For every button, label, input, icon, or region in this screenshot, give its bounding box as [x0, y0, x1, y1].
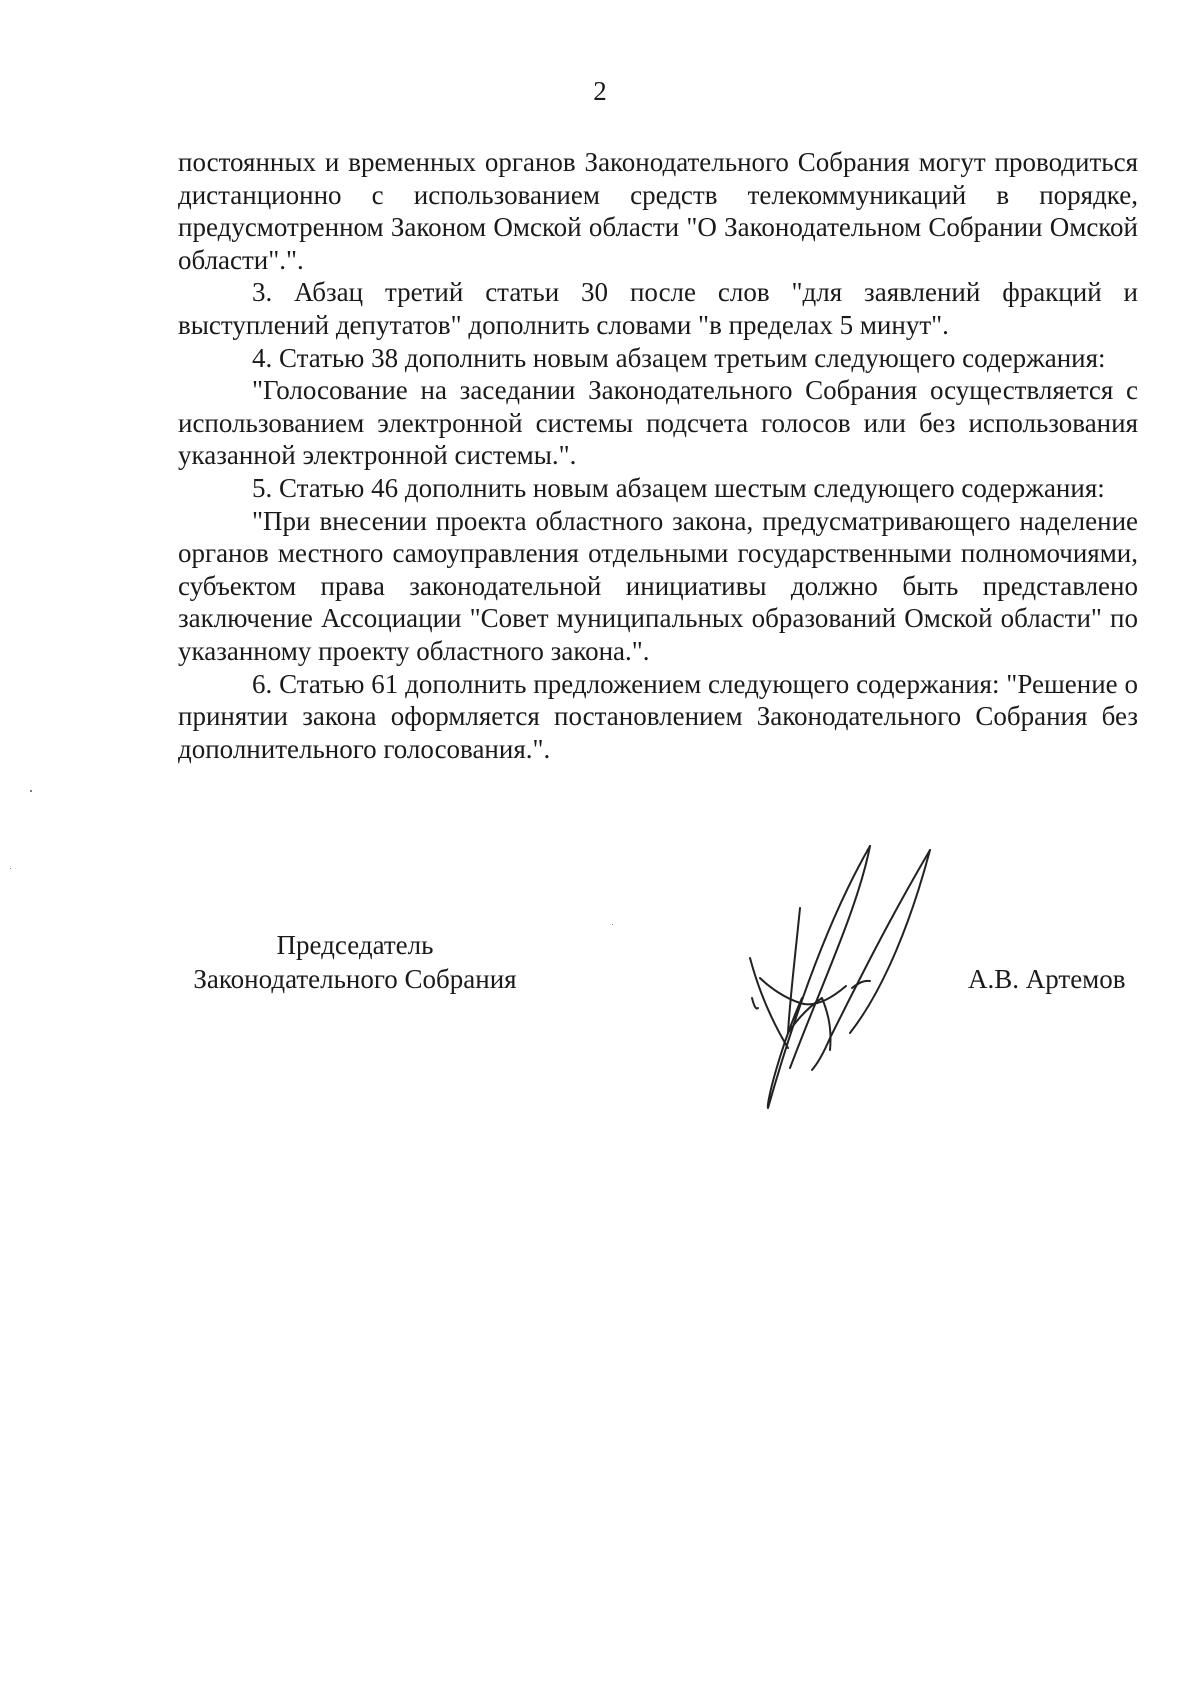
document-body	[178, 146, 1138, 765]
paragraph-quote-4: "Голосование на заседании Законодательного Собрания осуществляется с использованием электронной системы подсчета голосов или без использования указанной электронной системы.".	[178, 375, 1138, 471]
paragraph-continuation: постоянных и временных органов Законодательного Собрания могут проводиться дистанционно с использованием средств телекоммуникаций в порядке, предусмотренном Законом Омской области "О Законодательном Собрании Омской области".".	[178, 147, 1138, 275]
signatory-title-line2: Законодательного Собрания	[193, 964, 517, 994]
signatory-name: А.В. Артемов	[968, 964, 1126, 994]
signatory-title-line1: Председатель	[276, 930, 434, 960]
page-number: 2	[593, 76, 607, 106]
paragraph-item-4: 4. Статью 38 дополнить новым абзацем третьим следующего содержания:	[252, 342, 1106, 373]
handwritten-signature	[740, 838, 970, 1118]
paragraph-item-5: 5. Статью 46 дополнить новым абзацем шестым следующего содержания:	[252, 472, 1105, 503]
paragraph-item-6: 6. Статью 61 дополнить предложением следующего содержания: "Решение о принятии закона оформляется постановлением Законодательного Собрания без дополнительного голосования.".	[178, 668, 1138, 764]
signature-block	[0, 928, 1200, 1128]
signatory-title	[175, 928, 535, 996]
scan-speck	[612, 924, 613, 925]
paragraph-quote-5: "При внесении проекта областного закона, предусматривающего наделение органов местного самоуправления отдельными государственными полномочиями, субъектом права законодательной инициативы должно быть представлено заключение Ассоциации "Совет муниципальных образований Омской области" по указанному проекту областного закона.".	[178, 505, 1138, 666]
scan-speck	[10, 868, 11, 869]
paragraph-item-3: 3. Абзац третий статьи 30 после слов "для заявлений фракций и выступлений депутатов" дополнить словами "в пределах 5 минут".	[178, 277, 1138, 340]
scan-speck	[30, 790, 32, 792]
